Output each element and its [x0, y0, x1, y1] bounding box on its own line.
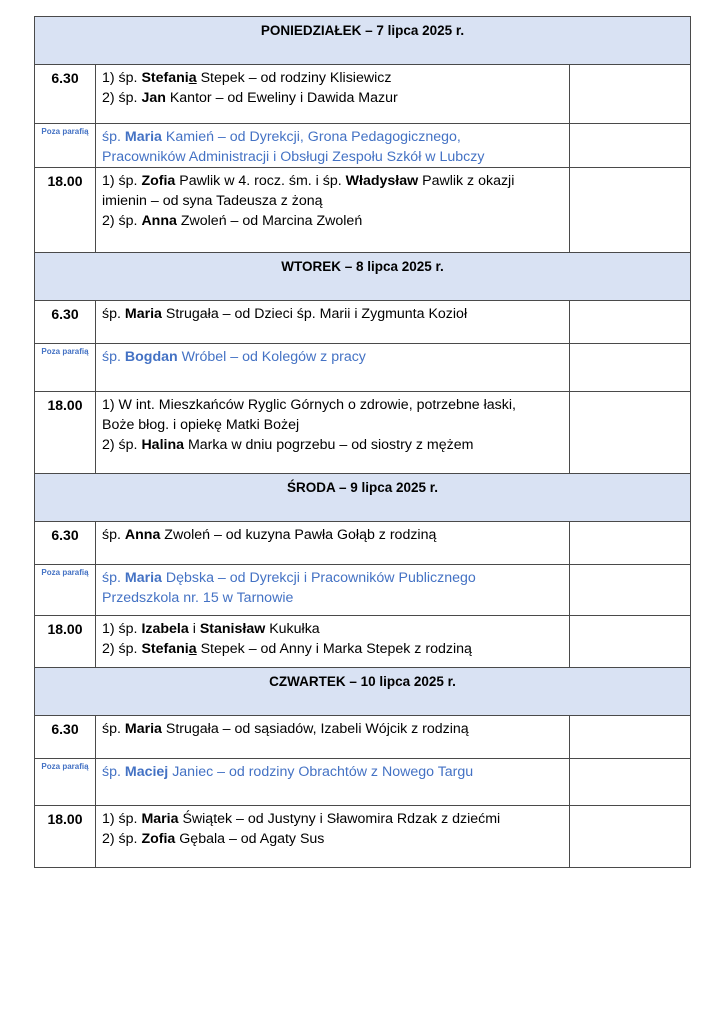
mass-time-cell — [35, 392, 96, 474]
intention-line — [102, 68, 565, 88]
intention-segment: Halina — [141, 437, 185, 453]
day-title: PONIEDZIAŁEK – 7 lipca 2025 r. — [260, 23, 465, 38]
intention-line — [102, 619, 565, 639]
intention-segment: śp. — [102, 527, 125, 543]
day-title: WTOREK – 8 lipca 2025 r. — [281, 259, 444, 274]
intention-segment: imienin – od syna Tadeusza z żoną — [102, 193, 323, 209]
mass-row — [35, 168, 691, 253]
day-header-cell — [35, 253, 691, 301]
intention-segment: a — [188, 70, 197, 86]
intention-segment: Przedszkola nr. 15 w Tarnowie — [102, 590, 294, 606]
intention-text — [96, 168, 569, 231]
mass-time-cell — [35, 565, 96, 616]
intention-text — [96, 301, 569, 324]
intention-cell — [96, 344, 570, 392]
intention-text — [96, 759, 569, 782]
intention-line — [102, 211, 565, 231]
mass-time: 18.00 — [47, 397, 83, 413]
intention-segment: Maria — [124, 570, 162, 586]
intention-segment: Anna — [124, 527, 161, 543]
day-header-cell — [35, 17, 691, 65]
mass-row — [35, 65, 691, 124]
intention-segment: Świątek – od Justyny i Sławomira Rdzak z dziećmi — [178, 811, 501, 827]
intention-text — [96, 716, 569, 739]
empty-cell — [570, 301, 691, 344]
day-header-row — [35, 253, 691, 301]
intention-segment: Dębska – od Dyrekcji i Pracowników Publicznego — [161, 570, 476, 586]
mass-time: 6.30 — [51, 721, 79, 737]
intention-segment: Maria — [141, 811, 179, 827]
intention-text — [96, 522, 569, 545]
mass-time: 6.30 — [51, 306, 79, 322]
intention-segment: Maria — [124, 129, 162, 145]
intention-segment: Pracowników Administracji i Obsługi Zespołu Szkół w Lubczy — [102, 149, 485, 165]
intention-segment: Kamień – od Dyrekcji, Grona Pedagogicznego, — [161, 129, 461, 145]
intention-cell — [96, 65, 570, 124]
intention-segment: Strugała – od Dzieci śp. Marii i Zygmunta Kozioł — [161, 306, 468, 322]
intention-cell — [96, 522, 570, 565]
intention-segment: śp. — [102, 129, 125, 145]
intention-segment: Maria — [124, 306, 162, 322]
empty-cell — [570, 65, 691, 124]
intention-cell — [96, 616, 570, 668]
day-header-row — [35, 668, 691, 716]
mass-time: Poza parafią — [41, 568, 89, 577]
intention-segment: Janiec – od rodziny Obrachtów z Nowego Targu — [168, 764, 474, 780]
intention-segment: a — [188, 641, 197, 657]
mass-time: Poza parafią — [41, 762, 89, 771]
mass-time: 18.00 — [47, 173, 83, 189]
intention-cell — [96, 124, 570, 168]
mass-row — [35, 301, 691, 344]
mass-time-cell — [35, 806, 96, 868]
intention-segment: Maria — [124, 721, 162, 737]
intention-segment: Strugała – od sąsiadów, Izabeli Wójcik z rodziną — [161, 721, 469, 737]
intention-segment: Stanisław — [199, 621, 266, 637]
intention-segment: śp. — [102, 570, 125, 586]
mass-time-cell — [35, 65, 96, 124]
intention-segment: 1) śp. — [102, 621, 142, 637]
intention-segment: Kukułka — [265, 621, 320, 637]
empty-cell — [570, 344, 691, 392]
mass-time-cell — [35, 124, 96, 168]
intention-text — [96, 392, 569, 455]
intention-segment: 1) śp. — [102, 70, 142, 86]
mass-time: 6.30 — [51, 527, 79, 543]
intention-line — [102, 191, 565, 211]
mass-time: 6.30 — [51, 70, 79, 86]
intention-line — [102, 829, 565, 849]
intention-cell — [96, 392, 570, 474]
empty-cell — [570, 716, 691, 759]
intention-segment: Jan — [141, 90, 166, 106]
intention-cell — [96, 301, 570, 344]
mass-time-cell — [35, 759, 96, 806]
day-title: ŚRODA – 9 lipca 2025 r. — [286, 480, 439, 495]
intention-segment: Boże błog. i opiekę Matki Bożej — [102, 417, 300, 433]
intention-line — [102, 588, 565, 608]
mass-time: Poza parafią — [41, 127, 89, 136]
intention-line — [102, 147, 565, 167]
mass-time-cell — [35, 716, 96, 759]
day-header-row — [35, 474, 691, 522]
mass-time-cell — [35, 344, 96, 392]
intention-text — [96, 65, 569, 108]
intention-segment: Pawlik z okazji — [418, 173, 515, 189]
intention-cell — [96, 565, 570, 616]
mass-time-cell — [35, 168, 96, 253]
intention-cell — [96, 716, 570, 759]
mass-time: Poza parafią — [41, 347, 89, 356]
intention-cell — [96, 806, 570, 868]
intention-segment: Zofia — [141, 173, 176, 189]
intention-segment: śp. — [102, 349, 125, 365]
intention-line — [102, 525, 565, 545]
intention-line — [102, 415, 565, 435]
intention-segment: Anna — [141, 213, 177, 229]
intention-segment: Maciej — [124, 764, 169, 780]
day-header-cell — [35, 474, 691, 522]
mass-schedule-table — [34, 16, 691, 868]
intention-segment: Izabela — [141, 621, 189, 637]
intention-segment: i — [188, 621, 200, 637]
empty-cell — [570, 522, 691, 565]
mass-row — [35, 124, 691, 168]
mass-row — [35, 344, 691, 392]
intention-line — [102, 435, 565, 455]
intention-text — [96, 565, 569, 608]
intention-line — [102, 171, 565, 191]
intention-segment: 2) śp. — [102, 437, 142, 453]
day-title: CZWARTEK – 10 lipca 2025 r. — [269, 674, 456, 689]
mass-time-cell — [35, 301, 96, 344]
empty-cell — [570, 616, 691, 668]
day-header-cell — [35, 668, 691, 716]
empty-cell — [570, 124, 691, 168]
intention-cell — [96, 168, 570, 253]
intention-line — [102, 809, 565, 829]
intention-line — [102, 568, 565, 588]
intention-segment: Stepek – od rodziny Klisiewicz — [196, 70, 392, 86]
intention-segment: 1) śp. — [102, 811, 142, 827]
intention-segment: 1) śp. — [102, 173, 142, 189]
mass-time: 18.00 — [47, 621, 83, 637]
intention-text — [96, 124, 569, 167]
intention-line — [102, 639, 565, 659]
day-header-row — [35, 17, 691, 65]
empty-cell — [570, 565, 691, 616]
intention-segment: Marka w dniu pogrzebu – od siostry z mężem — [184, 437, 474, 453]
mass-row — [35, 716, 691, 759]
intention-segment: Kantor – od Eweliny i Dawida Mazur — [165, 90, 398, 106]
intention-segment: śp. — [102, 721, 125, 737]
intention-text — [96, 806, 569, 849]
mass-row — [35, 392, 691, 474]
intention-segment: 2) śp. — [102, 831, 142, 847]
intention-segment: Stefani — [141, 70, 189, 86]
intention-line — [102, 395, 565, 415]
intention-segment: śp. — [102, 764, 125, 780]
intention-segment: Stepek – od Anny i Marka Stepek z rodziną — [196, 641, 472, 657]
mass-row — [35, 616, 691, 668]
intention-line — [102, 762, 565, 782]
intention-line — [102, 347, 565, 367]
intention-text — [96, 616, 569, 659]
empty-cell — [570, 759, 691, 806]
intention-segment: 2) śp. — [102, 90, 142, 106]
intention-segment: Zwoleń – od Marcina Zwoleń — [176, 213, 363, 229]
intention-segment: śp. — [102, 306, 125, 322]
intention-line — [102, 127, 565, 147]
intention-segment: 2) śp. — [102, 213, 142, 229]
intention-segment: Władysław — [345, 173, 419, 189]
intention-segment: Stefani — [141, 641, 189, 657]
intention-text — [96, 344, 569, 367]
intention-line — [102, 719, 565, 739]
mass-time-cell — [35, 522, 96, 565]
mass-row — [35, 806, 691, 868]
empty-cell — [570, 168, 691, 253]
intention-segment: Gębala – od Agaty Sus — [175, 831, 325, 847]
intention-cell — [96, 759, 570, 806]
intention-segment: Pawlik w 4. rocz. śm. i śp. — [175, 173, 346, 189]
intention-line — [102, 88, 565, 108]
mass-time-cell — [35, 616, 96, 668]
intention-line — [102, 304, 565, 324]
intention-segment: 2) śp. — [102, 641, 142, 657]
mass-time: 18.00 — [47, 811, 83, 827]
intention-segment: 1) W int. Mieszkańców Ryglic Górnych o zdrowie, potrzebne łaski, — [102, 397, 516, 413]
intention-segment: Bogdan — [124, 349, 178, 365]
mass-row — [35, 522, 691, 565]
intention-segment: Zofia — [141, 831, 176, 847]
empty-cell — [570, 392, 691, 474]
intention-segment: Wróbel – od Kolegów z pracy — [177, 349, 366, 365]
empty-cell — [570, 806, 691, 868]
mass-row — [35, 565, 691, 616]
mass-row — [35, 759, 691, 806]
intention-segment: Zwoleń – od kuzyna Pawła Gołąb z rodziną — [160, 527, 437, 543]
